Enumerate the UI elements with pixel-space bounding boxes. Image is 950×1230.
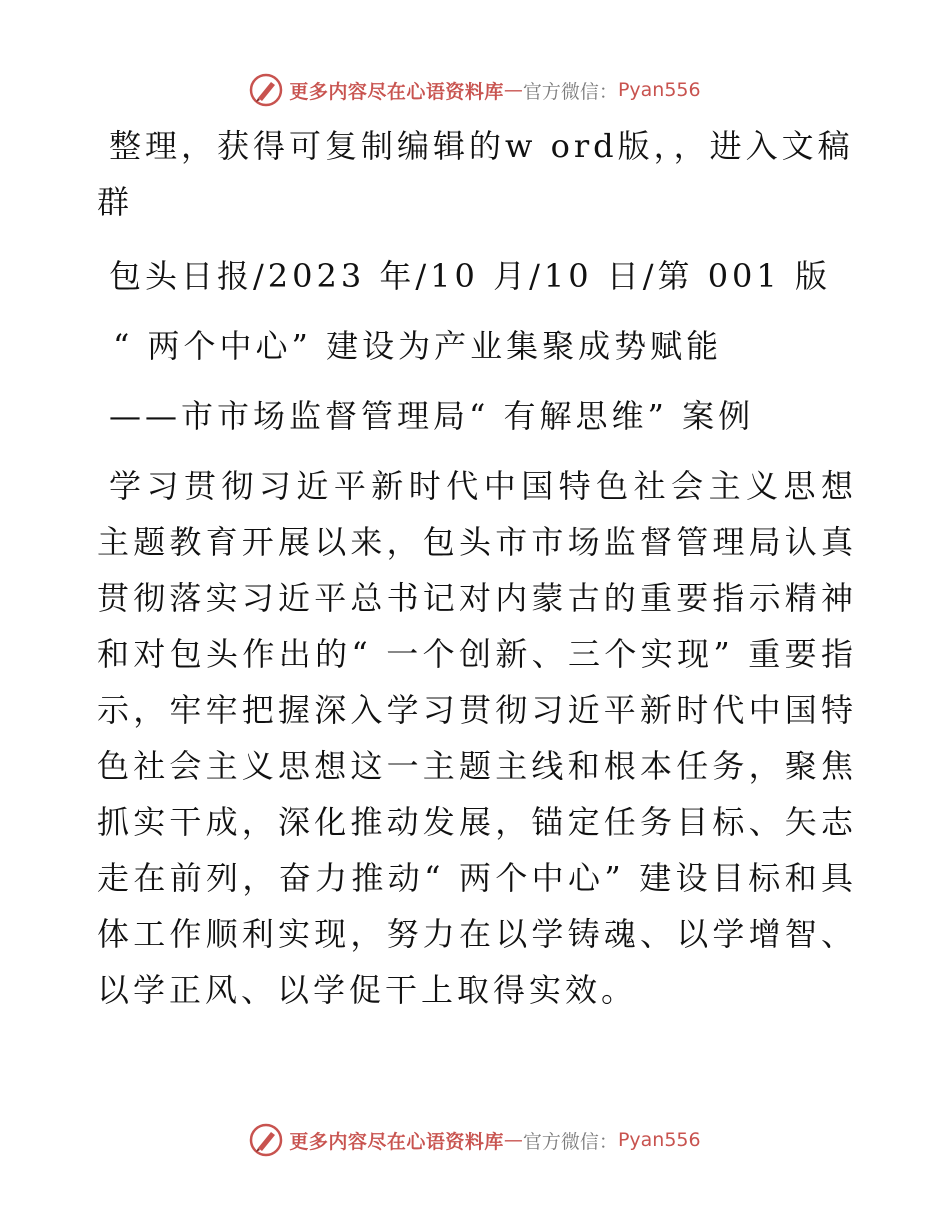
watermark-dash: — [503,1129,523,1151]
footer-watermark [0,1120,950,1160]
watermark-wechat-id: Pyan556 [617,1129,701,1151]
header-watermark [0,70,950,110]
watermark-official: 官方微信： [522,80,618,103]
watermark-title: 更多内容尽在心语资料库 [289,80,504,103]
body-paragraph: 学习贯彻习近平新时代中国特色社会主义思想主题教育开展以来，包头市市场监督管理局认真贯彻落实习近平总书记对内蒙古的重要指示精神和对包头作出的“ 一个创新、三个实现” 重要指示，牢牢把握深入学习贯彻习近平新时代中国特色社会主义思想这一主题主线和根本任务，聚焦抓实干成，深化推动发展，锚定任务目标、矢志走在前列，奋力推动“ 两个中心” 建设目标和具体工作顺利实现，努力在以学铸魂、以学增智、以学正风、以学促干上取得实效。 [97,467,857,1009]
article-subtitle: ——市市场监督管理局“ 有解思维” 案例 [109,397,755,435]
article-title: “ 两个中心” 建设为产业集聚成势赋能 [113,327,723,365]
watermark-wechat-id: Pyan556 [617,79,701,101]
watermark-dash: — [503,79,523,101]
publication-info: 包头日报/2023 年/10 月/10 日/第 001 版 [109,257,831,295]
watermark-title: 更多内容尽在心语资料库 [289,1130,504,1153]
intro-paragraph: 整理，获得可复制编辑的w ord版，，进入文稿群 [97,127,854,221]
document-body [97,118,857,1018]
watermark-official: 官方微信： [522,1130,618,1153]
pen-logo-icon [249,1123,283,1157]
pen-logo-icon [249,73,283,107]
